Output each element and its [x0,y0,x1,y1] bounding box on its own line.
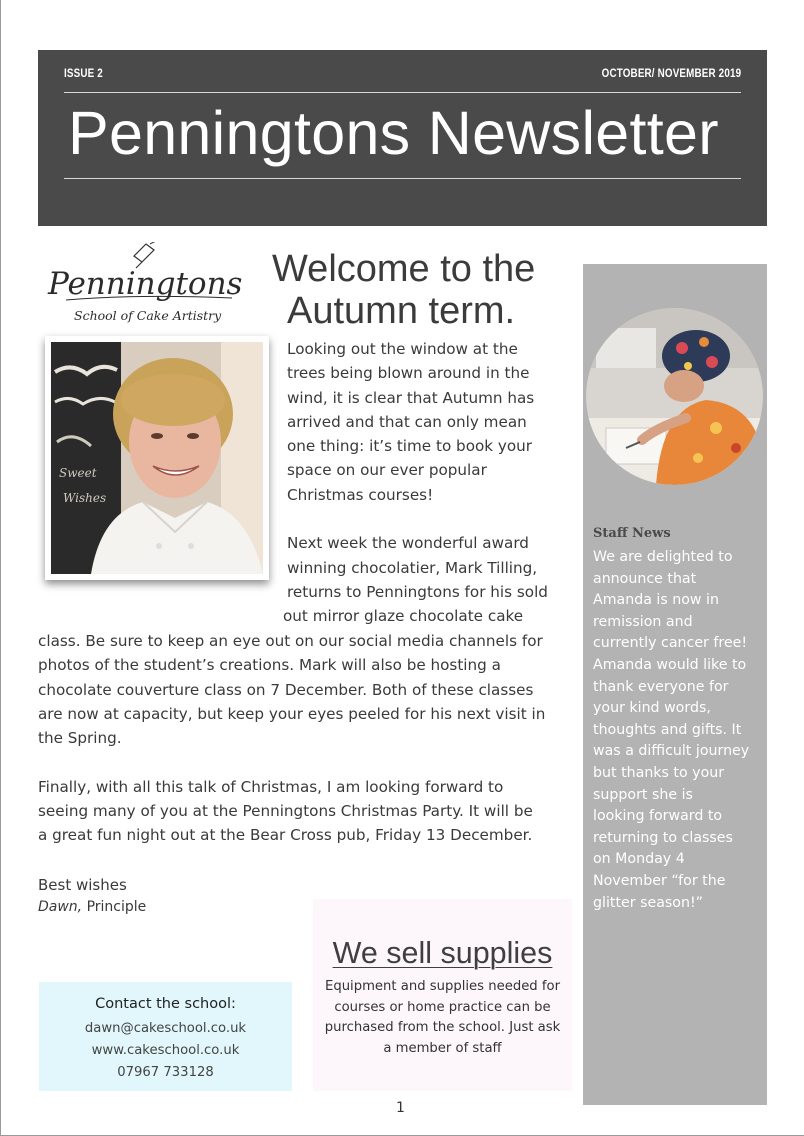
supplies-box [313,899,572,1091]
article-line: arrived and that can only mean [287,412,527,431]
supplies-line: a member of staff [383,1040,502,1056]
contact-phone: 07967 733128 [117,1065,214,1080]
issue-label: ISSUE 2 [64,66,103,80]
article-line: out mirror glaze chocolate cake [283,607,524,626]
article-line: trees being blown around in the [287,364,530,383]
paragraph-spacer [287,507,563,531]
svg-text:Wishes: Wishes [63,491,107,505]
staff-news-body [593,547,763,914]
article-line: photos of the student’s creations. Mark will also be hosting a [38,656,501,675]
article-intro [283,337,563,629]
article-body [38,629,572,848]
signoff-greeting: Best wishes [38,876,127,894]
supplies-line: courses or home practice can be [334,999,551,1015]
article-line: class. Be sure to keep an eye out on our social media channels for [38,632,543,650]
article-line: chocolate couverture class on 7 December. Both of these classes [38,680,534,699]
staff-line: thoughts and gifts. It [593,721,742,738]
article-line: wind, it is clear that Autumn has [287,388,535,407]
supplies-line: purchased from the school. Just ask [324,1020,561,1036]
header-top-rule [64,92,741,93]
staff-line: remission and [593,613,693,630]
staff-news-sidebar [583,264,767,1105]
logo-graphic [46,242,246,328]
staff-line: announce that [593,570,697,587]
header-meta-row [64,66,741,84]
article-line: are now at capacity, but keep your eyes peeled for his next visit in [38,704,546,723]
contact-website-link[interactable]: www.cakeschool.co.uk [91,1043,240,1058]
staff-line: returning to classes [593,829,733,846]
article-line: winning chocolatier, Mark Tilling, [287,558,538,577]
staff-line: on Monday 4 [593,851,685,868]
staff-line: currently cancer free! [593,635,748,652]
issue-date: OCTOBER/ NOVEMBER 2019 [601,66,741,80]
newsletter-header [38,50,767,226]
article-headline [272,248,572,332]
principal-portrait [45,336,269,580]
article-line: one thing: it’s time to book your [287,437,533,456]
logo-tagline: School of Cake Artistry [74,308,222,323]
staff-line: your kind words, [593,700,711,717]
article-signoff [38,874,146,918]
supplies-line: Equipment and supplies needed for [324,979,561,994]
staff-photo-image [586,308,763,485]
staff-line: support she is [593,786,693,803]
article-line: a great fun night out at the Bear Cross pub, Friday 13 December. [38,826,533,845]
svg-text:Sweet: Sweet [59,466,97,480]
article-line: space on our ever popular [287,461,487,480]
signer-role: Principle [82,899,147,915]
paragraph-spacer [38,750,572,774]
penningtons-logo [46,242,246,328]
staff-line: We are delighted to [593,549,733,565]
staff-line: looking forward to [593,808,723,825]
article-line: Finally, with all this talk of Christmas, I am looking forward to [38,777,504,796]
staff-photo [586,308,763,485]
staff-news-title: Staff News [593,526,671,541]
headline-line-1: Welcome to the [272,248,536,290]
header-bottom-rule [64,178,741,179]
article-line: the Spring. [38,729,122,748]
staff-line: glitter season!” [593,894,704,911]
supplies-title: We sell supplies [332,936,553,970]
article-line: Christmas courses! [287,485,434,504]
staff-line: but thanks to your [593,764,725,781]
supplies-body [313,977,572,1059]
contact-email-link[interactable]: dawn@cakeschool.co.uk [84,1021,247,1036]
staff-line: Amanda is now in [593,592,719,609]
article-line: Looking out the window at the [287,340,518,358]
signer-name: Dawn, [38,899,83,915]
staff-line: Amanda would like to [593,656,747,673]
newsletter-title: Penningtons Newsletter [68,99,719,167]
article-line: returns to Penningtons for his sold [287,582,548,601]
article-line: Next week the wonderful award [287,534,529,553]
staff-line: thank everyone for [593,678,729,695]
portrait-image [51,342,263,574]
headline-line-2: Autumn term. [287,290,516,332]
contact-title: Contact the school: [95,996,236,1012]
logo-wordmark: Penningtons [48,266,243,302]
staff-line: was a difficult journey [593,743,750,760]
article-line: seeing many of you at the Penningtons Christmas Party. It will be [38,802,533,821]
signoff-signature [38,896,146,918]
contact-box [39,982,292,1091]
page-number: 1 [396,1100,405,1116]
staff-line: November “for the [593,872,726,889]
